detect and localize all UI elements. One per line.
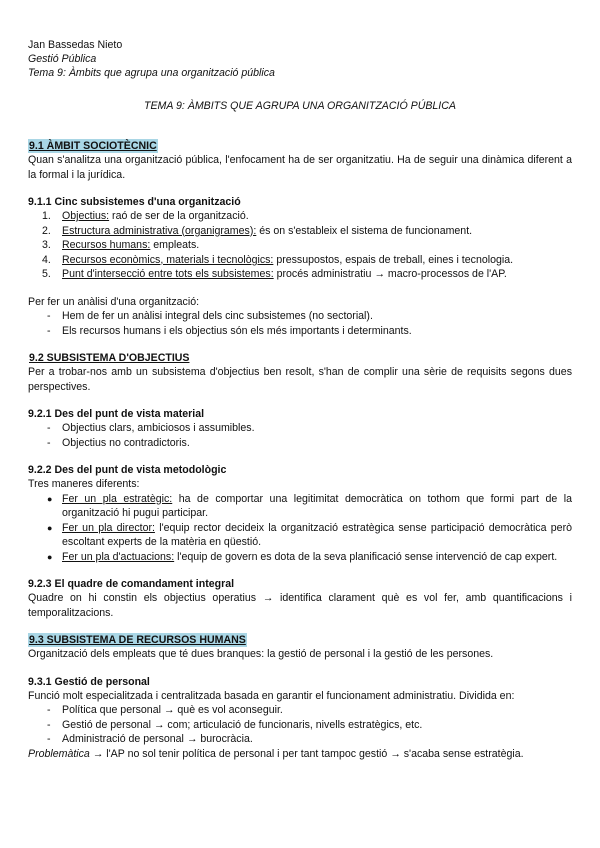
subsection-heading-9-2-3: 9.2.3 El quadre de comandament integral bbox=[28, 578, 235, 590]
subject-line: Gestió Pública bbox=[28, 53, 97, 65]
list-item: - Hem de fer un anàlisi integral dels cinc subsistemes (no sectorial). bbox=[47, 310, 373, 322]
section-heading-9-2: 9.2 SUBSISTEMA D'OBJECTIUS bbox=[29, 352, 190, 364]
subsection-heading-9-2-2: 9.2.2 Des del punt de vista metodològic bbox=[28, 464, 227, 476]
personnel-intro: Funció molt especialitzada i centralitzada basada en garantir el funcionament administratiu. Dividida en: bbox=[28, 689, 515, 702]
document-page bbox=[28, 38, 572, 761]
list-item: ● Fer un pla estratègic: ha de comportar una legitimitat democràtica on tothom que formi part de la organització hi pugui participar. bbox=[47, 492, 572, 519]
analysis-list bbox=[28, 309, 572, 338]
bullet-icon: ● bbox=[47, 493, 53, 504]
scorecard-text: Quadre on hi constin els objectius operatius → identifica clarament què es vol fer, amb quantificacions i temporalitzacions. bbox=[28, 592, 572, 619]
list-item: - Els recursos humans i els objectius són els més importants i determinants. bbox=[47, 324, 412, 337]
topic-line: Tema 9: Àmbits que agrupa una organització pública bbox=[28, 67, 275, 79]
section-heading-9-1: 9.1 ÀMBIT SOCIOTÈCNIC bbox=[29, 140, 157, 152]
list-item: - Gestió de personal → com; articulació de funcionaris, nivells estratègics, etc. bbox=[47, 718, 423, 731]
material-list bbox=[28, 421, 572, 450]
section-9-1-intro: Quan s'analitza una organització pública, l'enfocament ha de ser organitzatiu. Ha de seguir una dinàmica diferent a la formal i la jurídica. bbox=[28, 154, 572, 181]
list-item: ● Fer un pla d'actuacions: l'equip de govern es dota de la seva planificació sense intervenció de cap expert. bbox=[47, 550, 558, 563]
problem-label: Problemàtica bbox=[28, 747, 90, 760]
section-9-2-intro: Per a trobar-nos amb un subsistema d'objectius ben resolt, s'han de complir una sèrie de requisits segons dues perspectives. bbox=[28, 366, 572, 393]
methodology-list bbox=[28, 492, 572, 565]
list-item: - Administració de personal → burocràcia. bbox=[47, 733, 253, 745]
list-item: 4. Recursos econòmics, materials i tecnològics: pressupostos, espais de treball, eines i tecnologia. bbox=[42, 253, 514, 266]
section-heading-9-3: 9.3 SUBSISTEMA DE RECURSOS HUMANS bbox=[29, 634, 246, 646]
document-title: TEMA 9: ÀMBITS QUE AGRUPA UNA ORGANITZACIÓ PÚBLICA bbox=[144, 100, 456, 112]
list-item: 5. Punt d'intersecció entre tots els subsistemes: procés administratiu → macro-processos de l'AP. bbox=[42, 268, 507, 280]
list-item: - Objectius no contradictoris. bbox=[47, 436, 190, 449]
list-item: 2. Estructura administrativa (organigrames): és on s'estableix el sistema de funcionament. bbox=[42, 224, 473, 237]
list-item: 1. Objectius: raó de ser de la organització. bbox=[42, 210, 249, 222]
problem-line: Problemàtica → l'AP no sol tenir política de personal i per tant tampoc gestió → s'acaba sense estratègia. bbox=[28, 747, 524, 760]
personnel-list bbox=[28, 703, 572, 747]
list-item: 3. Recursos humans: empleats. bbox=[42, 239, 200, 251]
methodology-intro: Tres maneres diferents: bbox=[28, 478, 140, 490]
author-line: Jan Bassedas Nieto bbox=[28, 39, 123, 51]
section-9-3-intro: Organització dels empleats que té dues branques: la gestió de personal i la gestió de les persones. bbox=[28, 648, 494, 660]
bullet-icon: ● bbox=[47, 522, 53, 533]
list-item: ● Fer un pla director: l'equip rector decideix la organització estratègica sense participació democràtica però escoltant experts de la matèria en qüestió. bbox=[47, 521, 572, 548]
subsection-heading-9-2-1: 9.2.1 Des del punt de vista material bbox=[28, 408, 205, 420]
subsection-heading-9-3-1: 9.3.1 Gestió de personal bbox=[28, 675, 150, 688]
subsystems-list bbox=[28, 209, 572, 282]
analysis-intro: Per fer un anàlisi d'una organització: bbox=[28, 295, 200, 308]
list-item: - Objectius clars, ambiciosos i assumibles. bbox=[47, 422, 255, 434]
list-item: - Política que personal → què es vol aconseguir. bbox=[47, 704, 283, 716]
subsection-heading-9-1-1: 9.1.1 Cinc subsistemes d'una organització bbox=[28, 196, 241, 208]
bullet-icon: ● bbox=[47, 551, 53, 562]
